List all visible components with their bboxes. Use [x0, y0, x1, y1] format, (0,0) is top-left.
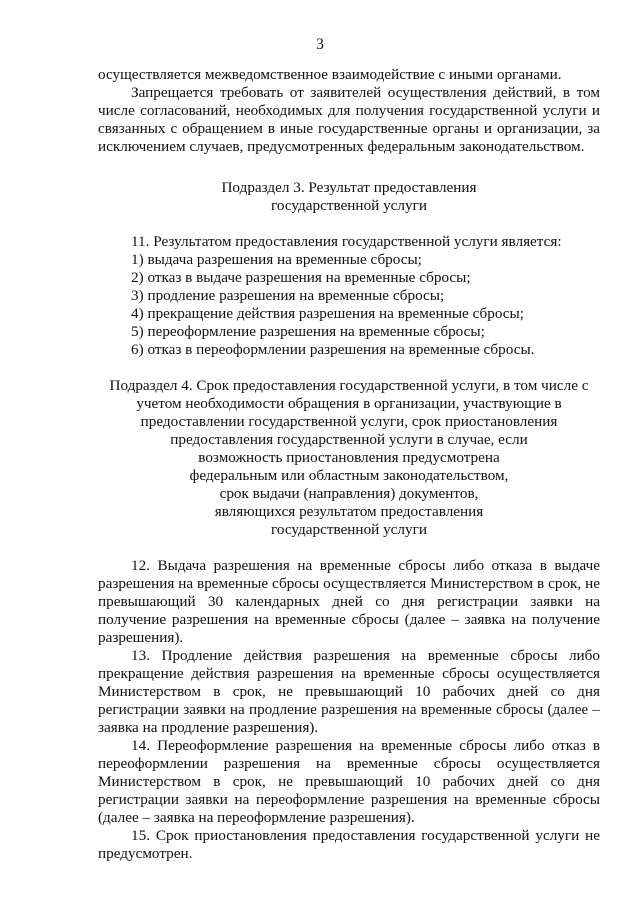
subsection-4-title-line: являющихся результатом предоставления — [214, 503, 484, 520]
intro-paragraph: Запрещается требовать от заявителей осуществления действий, в том числе согласований, необходимых для получения государственной услуги и связанных с обращением в иные государственные органы и организации, за исключением случаев, предусмотренных федеральным законодательством. — [98, 84, 600, 155]
result-list-item: 2) отказ в выдаче разрешения на временные сбросы; — [131, 269, 471, 286]
paragraph-13: 13. Продление действия разрешения на временные сбросы либо прекращение действия разрешения на временные сбросы осуществляется Министерством в срок, не превышающий 10 рабочих дней со дня регистрации заявки на продление разрешения на временные сбросы (далее – заявка на продление разрешения). — [98, 647, 600, 736]
result-list-item: 1) выдача разрешения на временные сбросы; — [131, 251, 422, 268]
result-list-lead: 11. Результатом предоставления государственной услуги является: — [131, 233, 562, 250]
terms-paragraphs — [98, 557, 600, 863]
subsection-3-title-line: Подраздел 3. Результат предоставления — [221, 179, 477, 196]
subsection-4-title-line: Подраздел 4. Срок предоставления государственной услуги, в том числе с — [109, 377, 589, 394]
subsection-4-title-line: федеральным или областным законодательством, — [189, 467, 509, 484]
subsection-4-heading — [98, 377, 600, 539]
result-list-item: 5) переоформление разрешения на временные сбросы; — [131, 323, 485, 340]
page-number: 3 — [316, 36, 324, 53]
result-list — [98, 233, 600, 359]
intro-line: осуществляется межведомственное взаимодействие с иными органами. — [98, 66, 562, 83]
subsection-4-title-line: государственной услуги — [271, 521, 427, 538]
subsection-4-title-line: предоставлении государственной услуги, срок приостановления — [140, 413, 558, 430]
subsection-3-heading — [98, 179, 600, 215]
page-content — [98, 66, 600, 863]
subsection-4-title-line: предоставления государственной услуги в случае, если — [170, 431, 528, 448]
result-list-item: 6) отказ в переоформлении разрешения на временные сбросы. — [131, 341, 535, 358]
paragraph-14: 14. Переоформление разрешения на временные сбросы либо отказ в переоформлении разрешения на временные сбросы осуществляется Министерством в срок, не превышающий 10 рабочих дней со дня регистрации заявки на переоформление разрешения на временные сбросы (далее – заявка на переоформление разрешения). — [98, 737, 600, 826]
subsection-3-title-line: государственной услуги — [271, 197, 427, 214]
subsection-4-title-line: учетом необходимости обращения в организации, участвующие в — [136, 395, 562, 412]
subsection-4-title-line: срок выдачи (направления) документов, — [219, 485, 479, 502]
subsection-4-title-line: возможность приостановления предусмотрена — [198, 449, 500, 466]
result-list-item: 3) продление разрешения на временные сбросы; — [131, 287, 445, 304]
paragraph-15: 15. Срок приостановления предоставления государственной услуги не предусмотрен. — [98, 827, 600, 862]
result-list-item: 4) прекращение действия разрешения на временные сбросы; — [131, 305, 524, 322]
paragraph-12: 12. Выдача разрешения на временные сбросы либо отказа в выдаче разрешения на временные сбросы осуществляется Министерством в срок, не превышающий 30 календарных дней со дня регистрации заявки на получение разрешения на временные сбросы (далее – заявка на получение разрешения). — [98, 557, 600, 646]
